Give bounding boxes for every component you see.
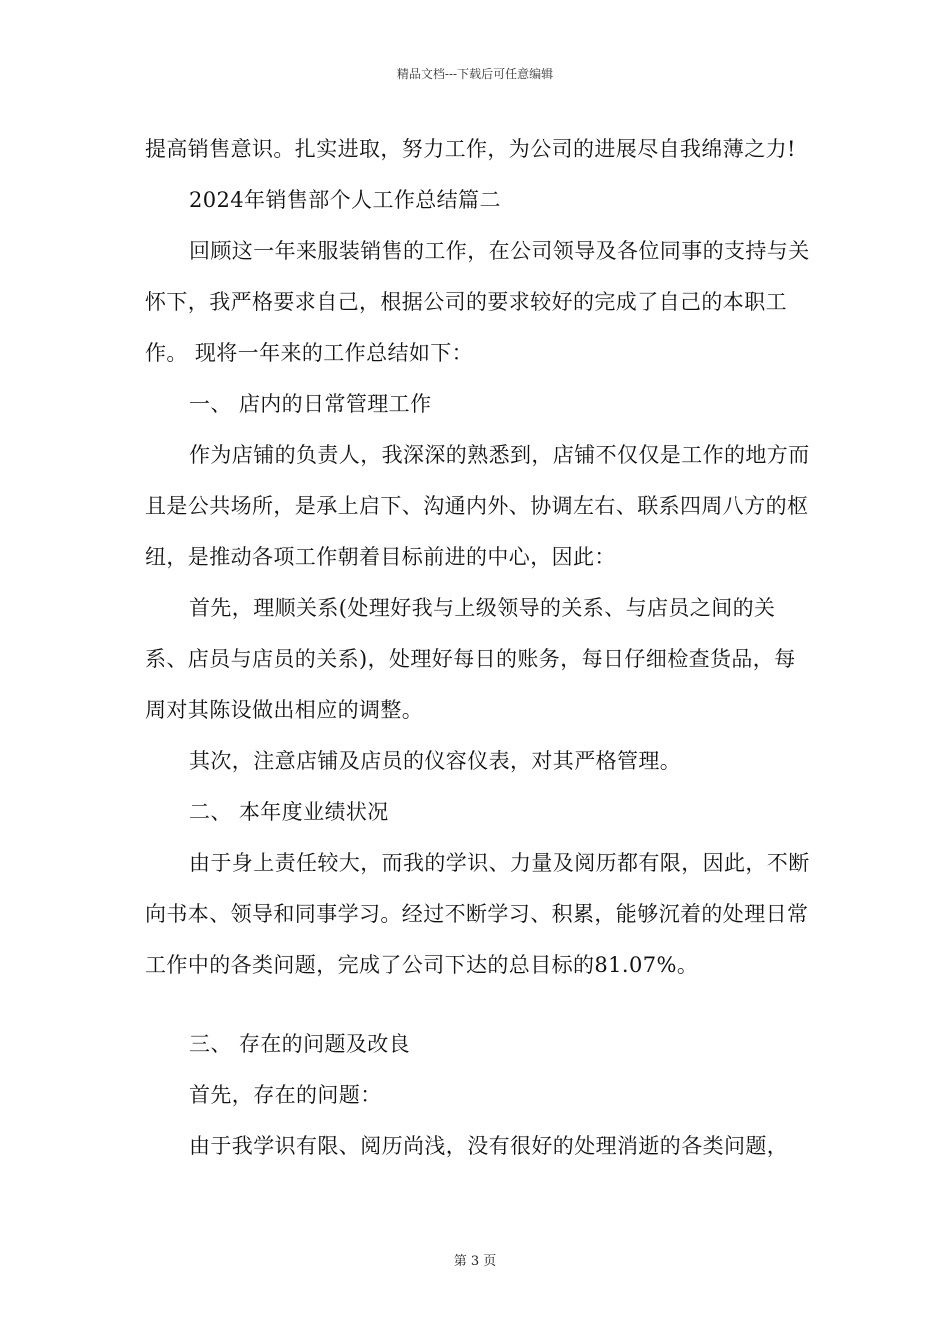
section-heading: 一、 店内的日常管理工作 — [189, 392, 432, 416]
section-heading: 二、 本年度业绩状况 — [189, 800, 389, 824]
document-body — [145, 124, 815, 1172]
paragraph: 由于我学识有限、阅历尚浅，没有很好的处理消逝的各类问题， — [189, 1134, 789, 1158]
paragraph: 由于身上责任较大，而我的学识、力量及阅历都有限，因此，不断向书本、领导和同事学习。经过不断学习、积累，能够沉着的处理日常工作中的各类问题，完成了公司下达的总目标的81.07%。 — [145, 851, 810, 977]
paragraph: 回顾这一年来服装销售的工作，在公司领导及各位同事的支持与关怀下，我严格要求自己，根据公司的要求较好的完成了自己的本职工作。 现将一年来的工作总结如下： — [145, 239, 810, 365]
paragraph: 首先，存在的问题： — [189, 1083, 382, 1107]
paragraph: 作为店铺的负责人，我深深的熟悉到，店铺不仅仅是工作的地方而且是公共场所，是承上启下、沟通内外、协调左右、联系四周八方的枢纽，是推动各项工作朝着目标前进的中心，因此： — [145, 443, 810, 569]
paragraph: 首先，理顺关系(处理好我与上级领导的关系、与店员之间的关系、店员与店员的关系)，处理好每日的账务，每日仔细检查货品，每周对其陈设做出相应的调整。 — [145, 596, 796, 722]
section-title: 2024年销售部个人工作总结篇二 — [189, 188, 501, 212]
page-number: 第 3 页 — [453, 1254, 497, 1269]
paragraph: 提高销售意识。扎实进取，努力工作，为公司的进展尽自我绵薄之力! — [145, 137, 796, 161]
page-header: 精品文档---下载后可任意编辑 — [396, 67, 554, 81]
section-heading: 三、 存在的问题及改良 — [189, 1032, 411, 1056]
paragraph: 其次，注意店铺及店员的仪容仪表，对其严格管理。 — [189, 749, 682, 773]
